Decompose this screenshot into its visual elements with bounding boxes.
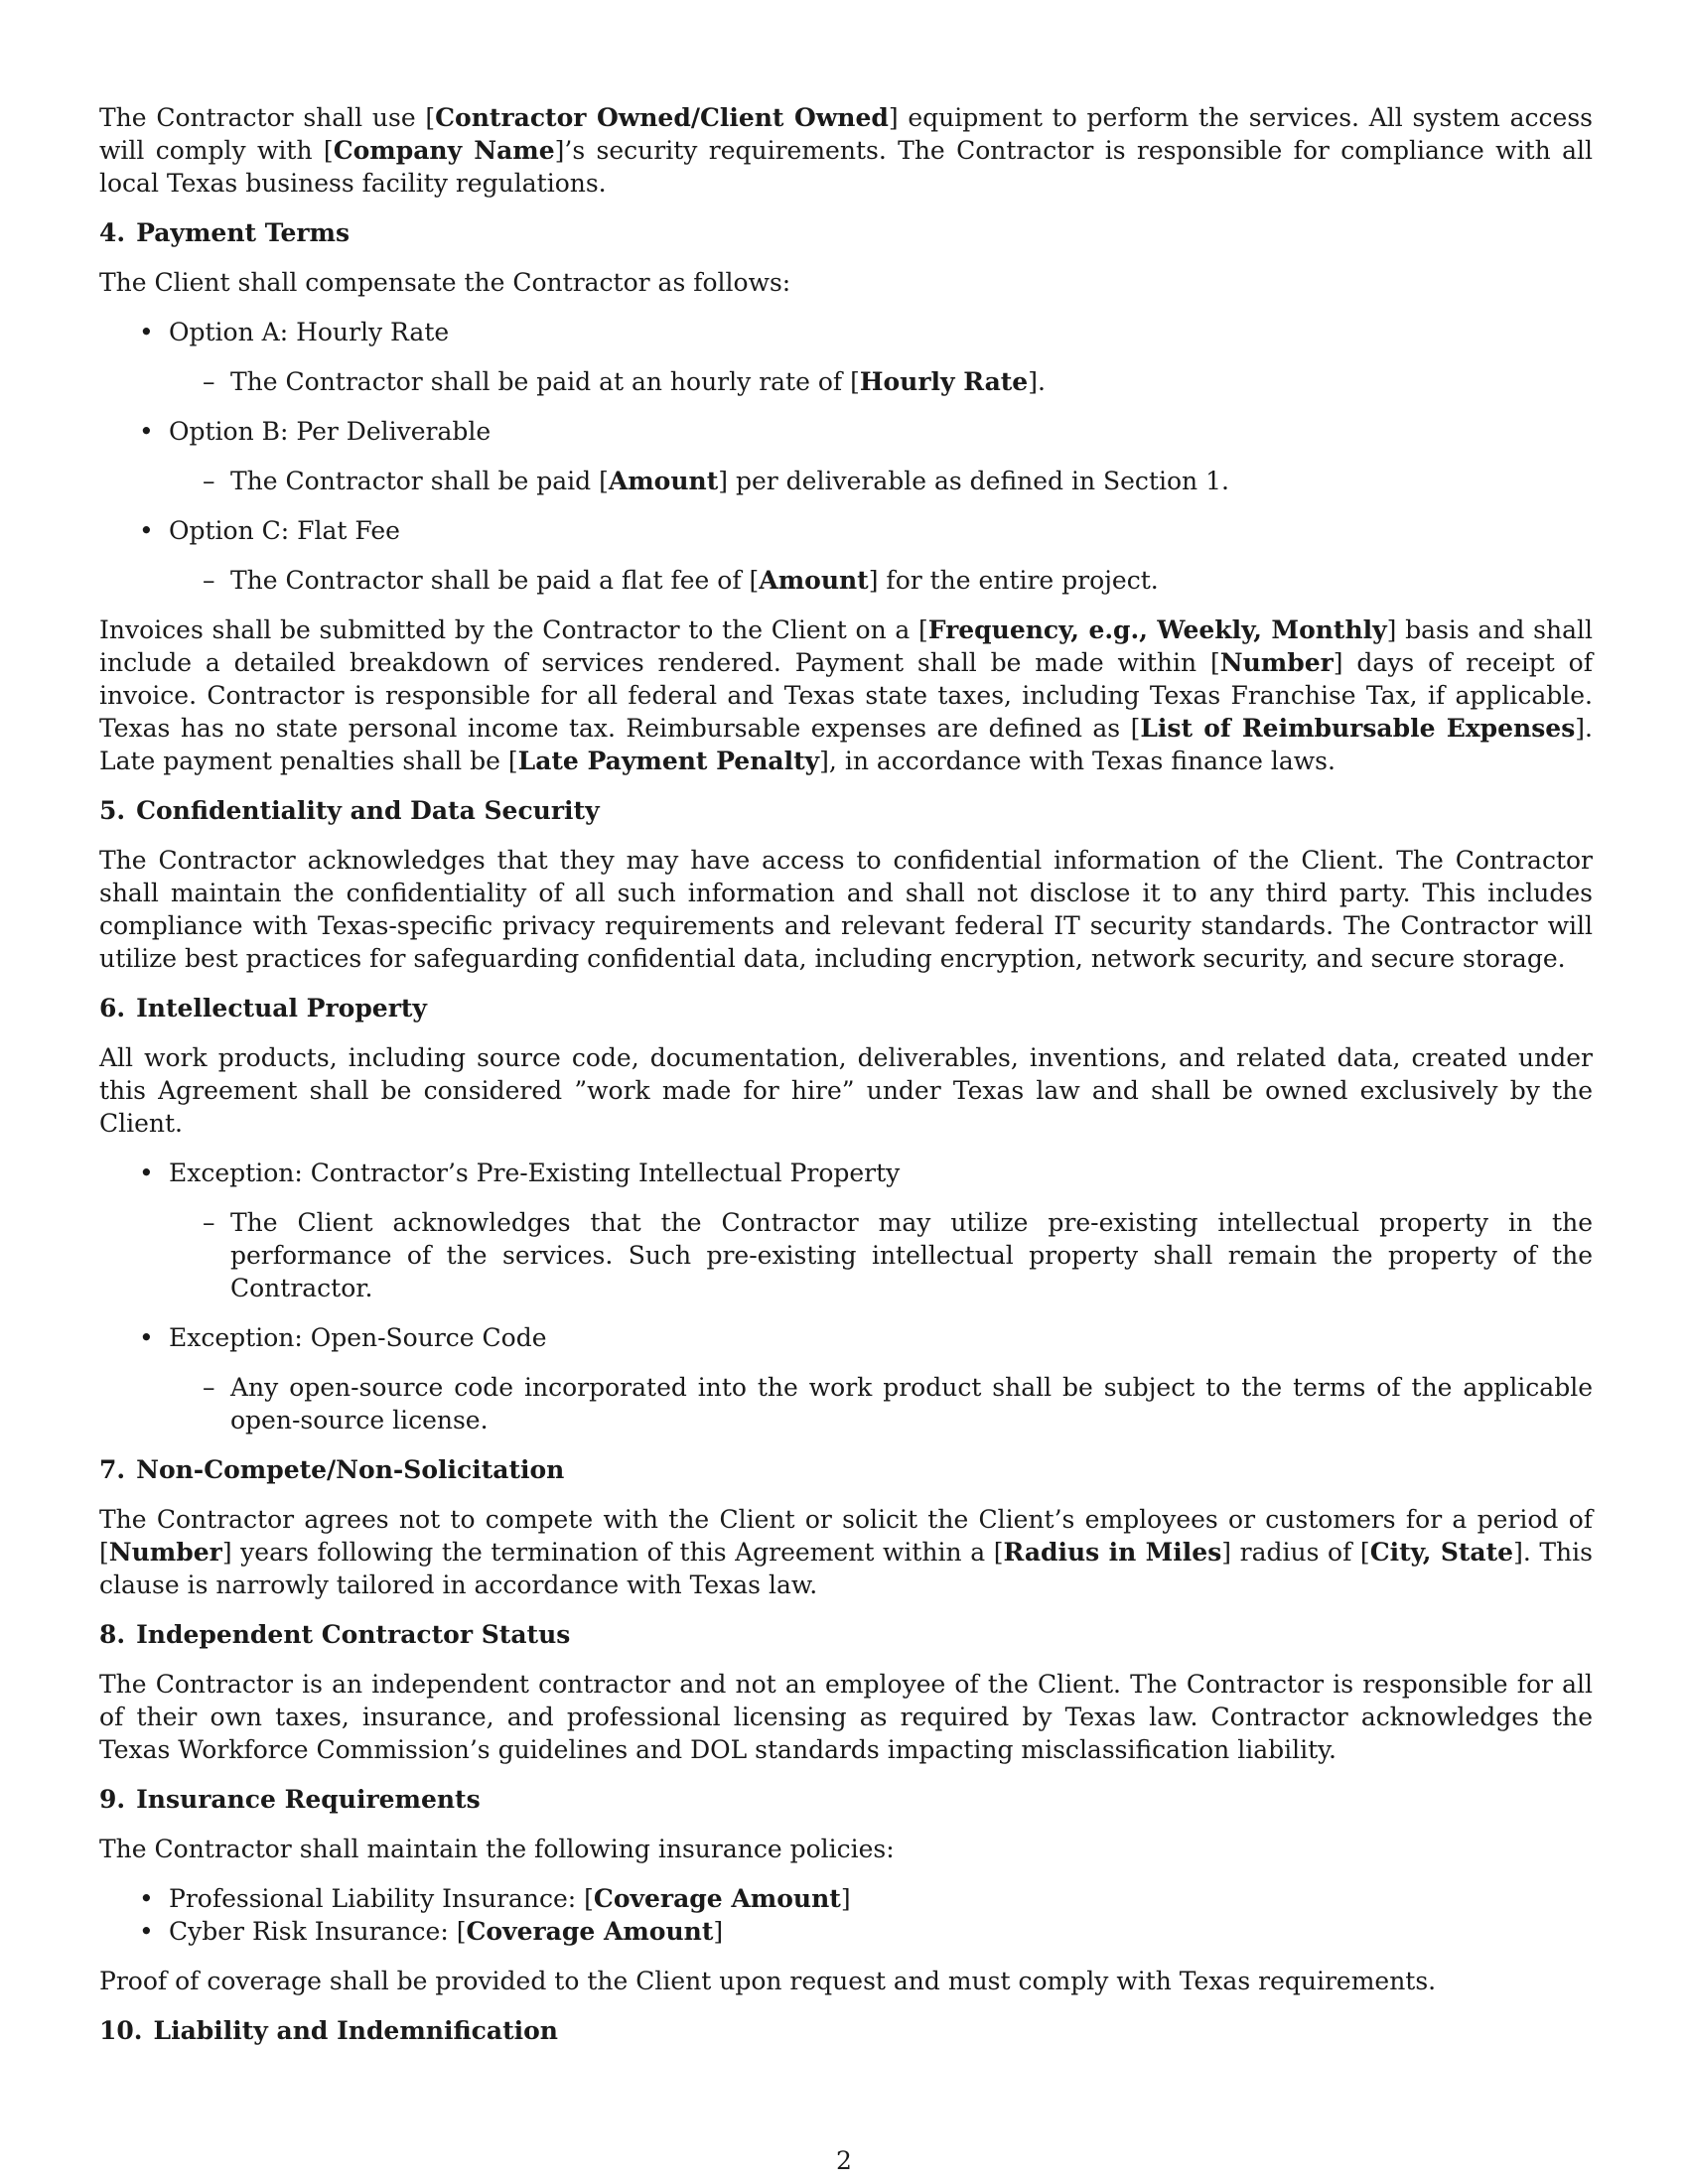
placeholder-field: Coverage Amount — [466, 1917, 714, 1946]
list-item — [99, 1882, 1593, 1915]
section-title: Confidentiality and Data Security — [136, 796, 600, 825]
text-span: ] equipment to perform the services. All system access will comply with [ — [99, 103, 1593, 165]
sub-list-item — [169, 564, 1593, 597]
placeholder-field: Number — [1219, 648, 1334, 677]
sub-list-item — [169, 465, 1593, 497]
placeholder-field: City, State — [1369, 1538, 1514, 1567]
sub-list — [169, 465, 1593, 497]
sub-list — [169, 365, 1593, 398]
section-heading-intellectual-property — [99, 992, 1593, 1024]
option-label: Option C: Flat Fee — [169, 516, 400, 545]
option-label: Option B: Per Deliverable — [169, 417, 492, 446]
text-span: The Contractor shall be paid [ — [230, 467, 609, 495]
placeholder-field: Number — [108, 1538, 222, 1567]
text-span: ]. Late payment penalties shall be [ — [99, 714, 1593, 775]
page-content — [99, 101, 1593, 2064]
text-span: ] radius of [ — [1221, 1538, 1370, 1567]
section-title: Intellectual Property — [136, 994, 427, 1023]
page-number: 2 — [836, 2146, 852, 2175]
placeholder-field: Coverage Amount — [593, 1884, 841, 1913]
text-span: ] basis and shall include a detailed breakdown of services rendered. Payment shall be made within [ — [99, 615, 1593, 677]
section-number: 9. — [99, 1785, 126, 1814]
payment-lead: The Client shall compensate the Contractor as follows: — [99, 268, 791, 297]
text-span: Invoices shall be submitted by the Contractor to the Client on a [ — [99, 615, 928, 644]
section-number: 8. — [99, 1620, 126, 1649]
text-span: ]. — [1028, 367, 1046, 396]
section-heading-non-compete — [99, 1453, 1593, 1486]
text-span: ], in accordance with Texas finance laws. — [819, 747, 1336, 775]
exceptions-list — [99, 1157, 1593, 1436]
payment-options-list — [99, 316, 1593, 597]
text-span: The Contractor shall use [ — [99, 103, 436, 132]
list-item — [99, 514, 1593, 597]
sub-list-item: – Any open-source code incorporated into the work product shall be subject to the terms of the applicable open-source license. — [169, 1371, 1593, 1436]
section-heading-payment-terms — [99, 216, 1593, 249]
sub-list-item: – The Client acknowledges that the Contractor may utilize pre-existing intellectual property in the performance of the services. Such pre-existing intellectual property shall remain the property of the Contractor. — [169, 1206, 1593, 1304]
text-span: ] days of receipt of invoice. Contractor is responsible for all federal and Texas state taxes, including Texas Franchise Tax, if applicable. Texas has no state personal income tax. Reimbursable expenses are defined as [ — [99, 648, 1593, 743]
section-title: Non-Compete/Non-Solicitation — [136, 1455, 565, 1484]
placeholder-field: Radius in Miles — [1003, 1538, 1222, 1567]
placeholder-field: List of Reimbursable Expenses — [1140, 714, 1576, 743]
placeholder-field: Frequency, e.g., Weekly, Monthly — [927, 615, 1387, 644]
section-number: 5. — [99, 796, 126, 825]
text-span: ]’s security requirements. The Contractor is responsible for compliance with all local Texas business facility regulations. — [99, 136, 1593, 198]
list-item — [99, 1915, 1593, 1948]
insurance-lead: The Contractor shall maintain the following insurance policies: — [99, 1835, 895, 1863]
option-label: Option A: Hourly Rate — [169, 318, 450, 346]
text-span: Cyber Risk Insurance: [ — [169, 1917, 467, 1946]
list-item — [99, 415, 1593, 497]
sub-list — [169, 1206, 1593, 1304]
text-span: ] — [840, 1884, 851, 1913]
section-number: 10. — [99, 2016, 143, 2045]
placeholder-field: Late Payment Penalty — [517, 747, 820, 775]
text-span: The Contractor shall be paid at an hourly rate of [ — [230, 367, 860, 396]
placeholder-field: Hourly Rate — [859, 367, 1029, 396]
section-number: 4. — [99, 218, 126, 247]
section-heading-contractor-status — [99, 1618, 1593, 1651]
invoice-paragraph — [99, 614, 1593, 777]
text-span: The Contractor shall be paid a flat fee of [ — [230, 566, 760, 595]
exception-label: Exception: Contractor’s Pre-Existing Intellectual Property — [169, 1159, 901, 1187]
sub-list — [169, 1371, 1593, 1436]
text-span: ] years following the termination of this Agreement within a [ — [221, 1538, 1004, 1567]
placeholder-field: Amount — [608, 467, 719, 495]
list-item — [99, 316, 1593, 398]
text-span: ] — [713, 1917, 724, 1946]
section-title: Liability and Indemnification — [153, 2016, 558, 2045]
contractor-status-paragraph: The Contractor is an independent contractor and not an employee of the Client. The Contractor is responsible for all of their own taxes, insurance, and professional licensing as required by Texas law. Contractor acknowledges the Texas Workforce Commission’s guidelines and DOL standards impacting misclassification liability. — [99, 1670, 1593, 1764]
placeholder-field: Company Name — [333, 136, 555, 165]
section-number: 6. — [99, 994, 126, 1023]
sub-list-item — [169, 365, 1593, 398]
section-heading-liability — [99, 2014, 1593, 2047]
text-span: Professional Liability Insurance: [ — [169, 1884, 594, 1913]
section-title: Payment Terms — [136, 218, 351, 247]
intellectual-property-paragraph: All work products, including source code, documentation, deliverables, inventions, and related data, created under this Agreement shall be considered ”work made for hire” under Texas law and shall be owned exclusively by the Client. — [99, 1043, 1593, 1138]
section-title: Insurance Requirements — [136, 1785, 481, 1814]
non-compete-paragraph — [99, 1503, 1593, 1601]
insurance-list — [99, 1882, 1593, 1948]
list-item — [99, 1157, 1593, 1304]
text-span: ] for the entire project. — [868, 566, 1159, 595]
text-span: ] per deliverable as defined in Section 1. — [718, 467, 1229, 495]
section-heading-insurance — [99, 1783, 1593, 1816]
confidentiality-paragraph: The Contractor acknowledges that they may have access to confidential information of the Client. The Contractor shall maintain the confidentiality of all such information and shall not disclose it to any third party. This includes compliance with Texas-specific privacy requirements and relevant federal IT security standards. The Contractor will utilize best practices for safeguarding confidential data, including encryption, network security, and secure storage. — [99, 846, 1593, 973]
equipment-paragraph — [99, 101, 1593, 200]
text-span: The Contractor agrees not to compete with the Client or solicit the Client’s employees or customers for a period of [ — [99, 1505, 1593, 1567]
section-title: Independent Contractor Status — [136, 1620, 571, 1649]
placeholder-field: Contractor Owned/Client Owned — [435, 103, 889, 132]
placeholder-field: Amount — [759, 566, 869, 595]
text-span: ]. This clause is narrowly tailored in accordance with Texas law. — [99, 1538, 1593, 1599]
list-item — [99, 1321, 1593, 1436]
section-number: 7. — [99, 1455, 126, 1484]
insurance-closing: Proof of coverage shall be provided to the Client upon request and must comply with Texas requirements. — [99, 1967, 1437, 1995]
section-heading-confidentiality — [99, 794, 1593, 827]
sub-list — [169, 564, 1593, 597]
exception-label: Exception: Open-Source Code — [169, 1323, 547, 1352]
